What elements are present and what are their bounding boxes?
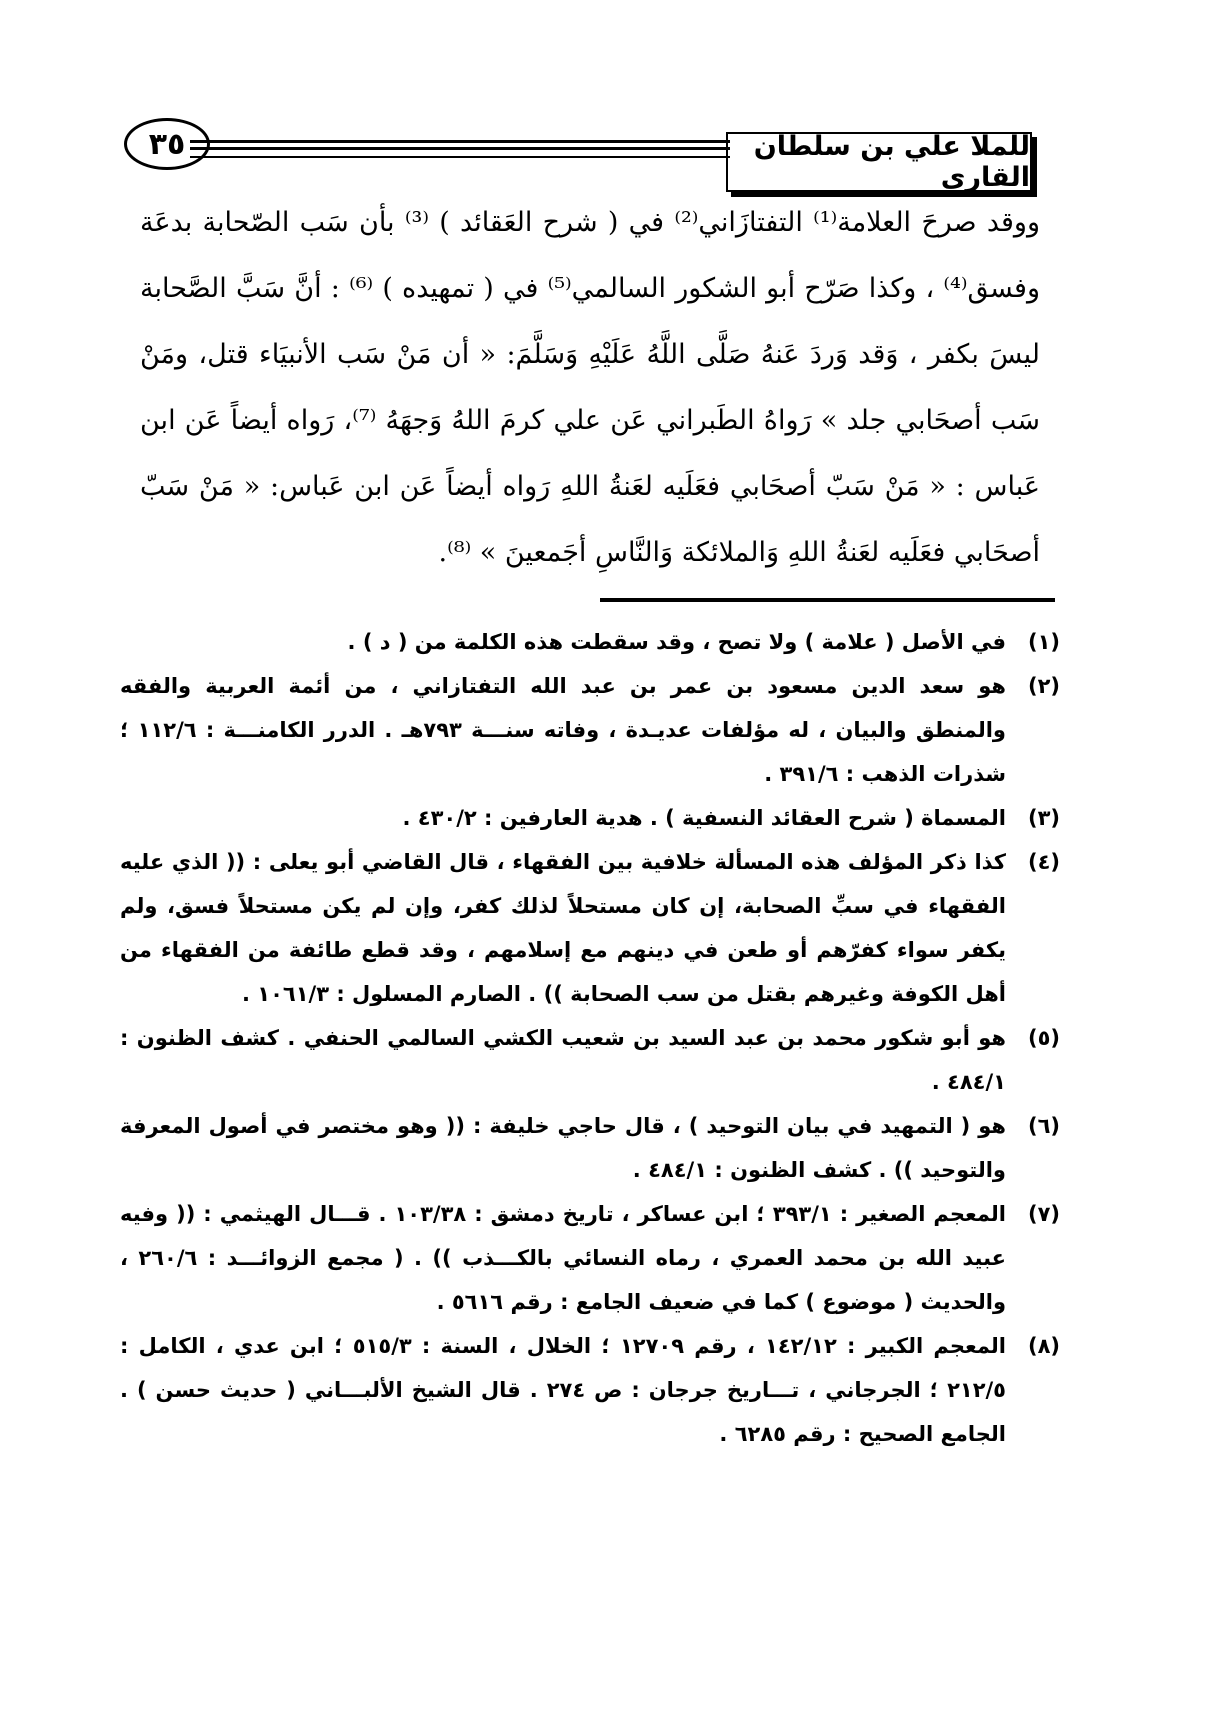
footnote <box>120 664 1060 796</box>
footnote-separator <box>600 598 1055 602</box>
footnote <box>120 1016 1060 1104</box>
footnote-text: هو سعد الدين مسعود بن عمر بن عبد الله التفتازاني ، من أئمة العربية والفقه والمنطق والبيان ، له مؤلفات عديـدة ، وفاته سنـــة ٧٩٣هـ . الدرر الكامنـــة : ١١٢/٦ ؛ شذرات الذهب : ٣٩١/٦ . <box>120 674 1006 786</box>
footnote <box>120 620 1060 664</box>
running-title: للملا علي بن سلطان القاري <box>726 132 1032 192</box>
footnote <box>120 1324 1060 1456</box>
footnote-number: (٧) <box>1027 1202 1060 1226</box>
footnote-text: في الأصل ( علامة ) ولا تصح ، وقد سقطت هذه الكلمة من ( د ) . <box>347 630 1006 654</box>
footnote-number: (٦) <box>1027 1114 1060 1138</box>
footnote-number: (٢) <box>1027 674 1060 698</box>
footnote-text: المعجم الصغير : ٣٩٣/١ ؛ ابن عساكر ، تاريخ دمشق : ١٠٣/٣٨ . قـــال الهيثمي : (( وفيه عبيد الله بن محمد العمري ، رماه النسائي بالكـــذب )) . ( مجمع الزوائـــد : ٢٦٠/٦ ، والحديث ( موضوع ) كما في ضعيف الجامع : رقم ٥٦١٦ . <box>120 1202 1007 1314</box>
footnote <box>120 1104 1060 1192</box>
header-rule <box>190 140 730 150</box>
footnote-number: (١) <box>1027 630 1060 654</box>
footnote-text: كذا ذكر المؤلف هذه المسألة خلافية بين الفقهاء ، قال القاضي أبو يعلى : (( الذي عليه الفقهاء في سبِّ الصحابة، إن كان مستحلاً لذلك كفر، وإن لم يكن مستحلاً فسق، ولم يكفر سواء كفرّهم أو طعن في دينهم مع إسلامهم ، وقد قطع طائفة من الفقهاء من أهل الكوفة وغيرهم بقتل من سب الصحابة )) . الصارم المسلول : ١٠٦١/٣ . <box>120 850 1006 1006</box>
footnote <box>120 840 1060 1016</box>
footnote-number: (٨) <box>1027 1334 1060 1358</box>
header-rule-thin <box>190 156 730 158</box>
footnote-text: المعجم الكبير : ١٤٢/١٢ ، رقم ١٢٧٠٩ ؛ الخلال ، السنة : ٥١٥/٣ ؛ ابن عدي ، الكامل : ٢١٢/٥ ؛ الجرجاني ، تـــاريخ جرجان : ص ٢٧٤ . قال الشيخ الألبـــاني ( حديث حسن ) . الجامع الصحيح : رقم ٦٢٨٥ . <box>120 1334 1007 1446</box>
footnote-text: هو ( التمهيد في بيان التوحيد ) ، قال حاجي خليفة : (( وهو مختصر في أصول المعرفة والتوحيد )) . كشف الظنون : ٤٨٤/١ . <box>120 1114 1006 1182</box>
footnote <box>120 796 1060 840</box>
footnote <box>120 1192 1060 1324</box>
page-number: ٣٥ <box>124 118 210 170</box>
footnote-text: المسماة ( شرح العقائد النسفية ) . هدية العارفين : ٤٣٠/٢ . <box>402 806 1006 830</box>
footnote-number: (٥) <box>1027 1026 1060 1050</box>
footnotes <box>120 620 1060 1456</box>
footnote-text: هو أبو شكور محمد بن عبد السيد بن شعيب الكشي السالمي الحنفي . كشف الظنون : ٤٨٤/١ . <box>120 1026 1006 1094</box>
main-paragraph: ووقد صرحَ العلامة⁽¹⁾ التفتازَاني⁽²⁾ في ( شرح العَقائد ) ⁽³⁾ بأن سَب الصّحابة بدعَة وفسق⁽⁴⁾ ، وكذا صَرّح أبو الشكور السالمي⁽⁵⁾ في ( تمهيده ) ⁽⁶⁾ : أنَّ سَبَّ الصَّحابة ليسَ بكفر ، وَقد وَردَ عَنهُ صَلَّى اللَّهُ عَلَيْهِ وَسَلَّمَ: « أن مَنْ سَب الأنبيَاء قتل، ومَنْ سَب أصحَابي جلد » رَواهُ الطَبراني عَن علي كرمَ اللهُ وَجهَهُ ⁽⁷⁾، رَواه أيضاً عَن ابن عَباس : « مَنْ سَبّ أصحَابي فعَلَيه لعَنةُ اللهِ رَواه أيضاً عَن ابن عَباس: « مَنْ سَبّ أصحَابي فعَلَيه لعَنةُ اللهِ وَالملائكة وَالنَّاسِ أجَمعينَ » ⁽⁸⁾. <box>140 207 1040 568</box>
main-text <box>140 190 1040 586</box>
footnote-number: (٣) <box>1027 806 1060 830</box>
footnote-number: (٤) <box>1027 850 1060 874</box>
